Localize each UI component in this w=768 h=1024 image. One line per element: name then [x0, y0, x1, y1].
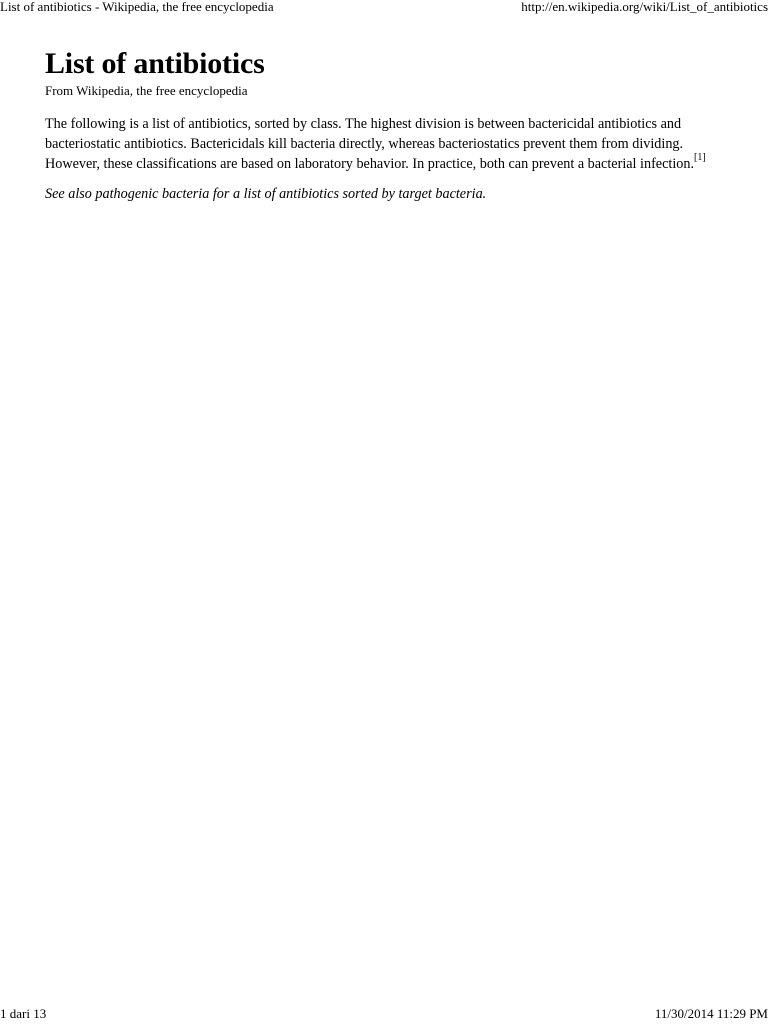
page-title: List of antibiotics	[45, 47, 265, 80]
reference-link[interactable]: [1]	[694, 152, 706, 164]
intro-paragraph	[45, 114, 725, 174]
print-footer-datetime: 11/30/2014 11:29 PM	[654, 1006, 768, 1021]
print-header-url: http://en.wikipedia.org/wiki/List_of_antibiotics	[521, 0, 768, 14]
print-header-title: List of antibiotics - Wikipedia, the free encyclopedia	[0, 0, 274, 14]
article-content	[45, 46, 725, 204]
print-footer-page: 1 dari 13	[0, 1006, 47, 1021]
see-also-note: See also pathogenic bacteria for a list of antibiotics sorted by target bacteria.	[45, 186, 487, 202]
page-tagline: From Wikipedia, the free encyclopedia	[45, 83, 248, 98]
intro-text: The following is a list of antibiotics, sorted by class. The highest division is between bactericidal antibiotics and bacteriostatic antibiotics. Bactericidals kill bacteria directly, whereas bacteriostatics prevent them from dividing. However, these classifications are based on laboratory behavior. In practice, both can prevent a bacterial infection.	[45, 116, 695, 172]
